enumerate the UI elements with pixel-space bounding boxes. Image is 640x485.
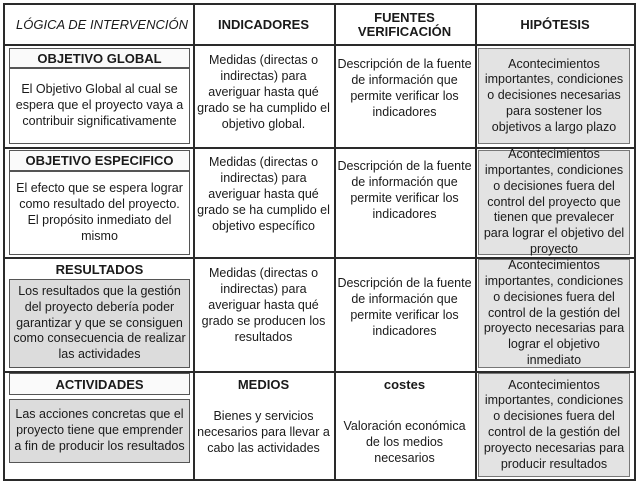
indicador-text: Medidas (directas o indirectas) para averiguar hasta qué grado se ha cumplido el objetivo específico [197, 155, 330, 233]
row-title-text: OBJETIVO ESPECIFICO [25, 153, 174, 168]
fuente-objetivo-especifico [337, 150, 472, 255]
row-title-actividades [9, 373, 190, 395]
fuente-resultados [337, 259, 472, 368]
fuente-text: Descripción de la fuente de información que permite verificar los indicadores [337, 159, 472, 221]
row-description-text: El efecto que se espera lograr como resultado del proyecto. El propósito inmediato del mismo [16, 181, 183, 243]
fuente-actividades [337, 404, 472, 464]
indicador-text: Bienes y servicios necesarios para llevar a cabo las actividades [197, 409, 330, 455]
row-description-objetivo-global [9, 68, 190, 144]
header-hipotesis [476, 6, 634, 44]
hipotesis-text: Acontecimientos importantes, condiciones o decisiones fuera del control de la gestión del proyecto necesarias para lograr el objetivo inmediato [483, 258, 625, 367]
medios-title [196, 373, 331, 395]
indicador-text: Medidas (directas o indirectas) para averiguar hasta qué grado se producen los resultados [201, 266, 326, 344]
fuente-text: Descripción de la fuente de información que permite verificar los indicadores [337, 276, 472, 338]
row-divider [5, 44, 634, 46]
row-title-objetivo-especifico [9, 150, 190, 171]
header-fuentes [335, 6, 474, 44]
row-description-text: Los resultados que la gestión del proyecto debería poder garantizar y que se consiguen como consecuencia de realizar las actividades [13, 284, 186, 362]
row-title-text: ACTIVIDADES [55, 376, 144, 392]
header-fuentes-line2: VERIFICACIÓN [357, 24, 452, 39]
row-description-text: Las acciones concretas que el proyecto tiene que emprender a fin de producir los resultados [14, 407, 185, 453]
indicador-actividades [196, 404, 331, 464]
row-title-text: RESULTADOS [55, 261, 144, 277]
hipotesis-actividades [478, 373, 630, 477]
row-title-objetivo-global [9, 48, 190, 68]
indicador-resultados [196, 259, 331, 368]
header-indicadores-text: INDICADORES [217, 17, 309, 32]
costes-title-text: costes [383, 376, 426, 392]
row-description-text: El Objetivo Global al cual se espera que el proyecto vaya a contribuir significativamente [15, 82, 184, 128]
hipotesis-text: Acontecimientos importantes, condiciones o decisiones necesarias para sostener los objetivos a largo plazo [484, 56, 624, 134]
header-indicadores [194, 6, 333, 44]
hipotesis-objetivo-especifico [478, 147, 630, 256]
indicador-objetivo-global [196, 48, 331, 144]
indicador-objetivo-especifico [196, 150, 331, 255]
fuente-objetivo-global [337, 48, 472, 144]
header-logica-text: LÓGICA DE INTERVENCIÓN [16, 17, 188, 32]
header-fuentes-line1: FUENTES [374, 10, 435, 25]
hipotesis-text: Acontecimientos importantes, condiciones o decisiones fuera del control de la gestión del proyecto necesarias para producir resultados [483, 377, 625, 471]
costes-title [337, 373, 472, 395]
fuente-text: Descripción de la fuente de información que permite verificar los indicadores [337, 57, 472, 119]
hipotesis-objetivo-global [478, 48, 630, 144]
row-description-objetivo-especifico [9, 171, 190, 255]
column-divider [475, 5, 477, 479]
indicador-text: Medidas (directas o indirectas) para averiguar hasta qué grado se ha cumplido el objetivo global. [197, 53, 330, 131]
column-divider [334, 5, 336, 479]
row-title-resultados [9, 259, 190, 279]
row-title-text: OBJETIVO GLOBAL [37, 50, 162, 66]
hipotesis-resultados [478, 259, 630, 368]
medios-title-text: MEDIOS [237, 376, 290, 392]
fuente-text: Valoración económica de los medios necesarios [343, 419, 466, 465]
column-divider [193, 5, 195, 479]
header-logica [6, 6, 192, 44]
hipotesis-text: Acontecimientos importantes, condiciones o decisiones fuera del control del proyecto que tienen que prevalecer para lograr el objetivo del proyecto [483, 147, 625, 256]
row-description-resultados [9, 279, 190, 368]
header-hipotesis-text: HIPÓTESIS [520, 17, 590, 32]
row-description-actividades [9, 399, 190, 463]
